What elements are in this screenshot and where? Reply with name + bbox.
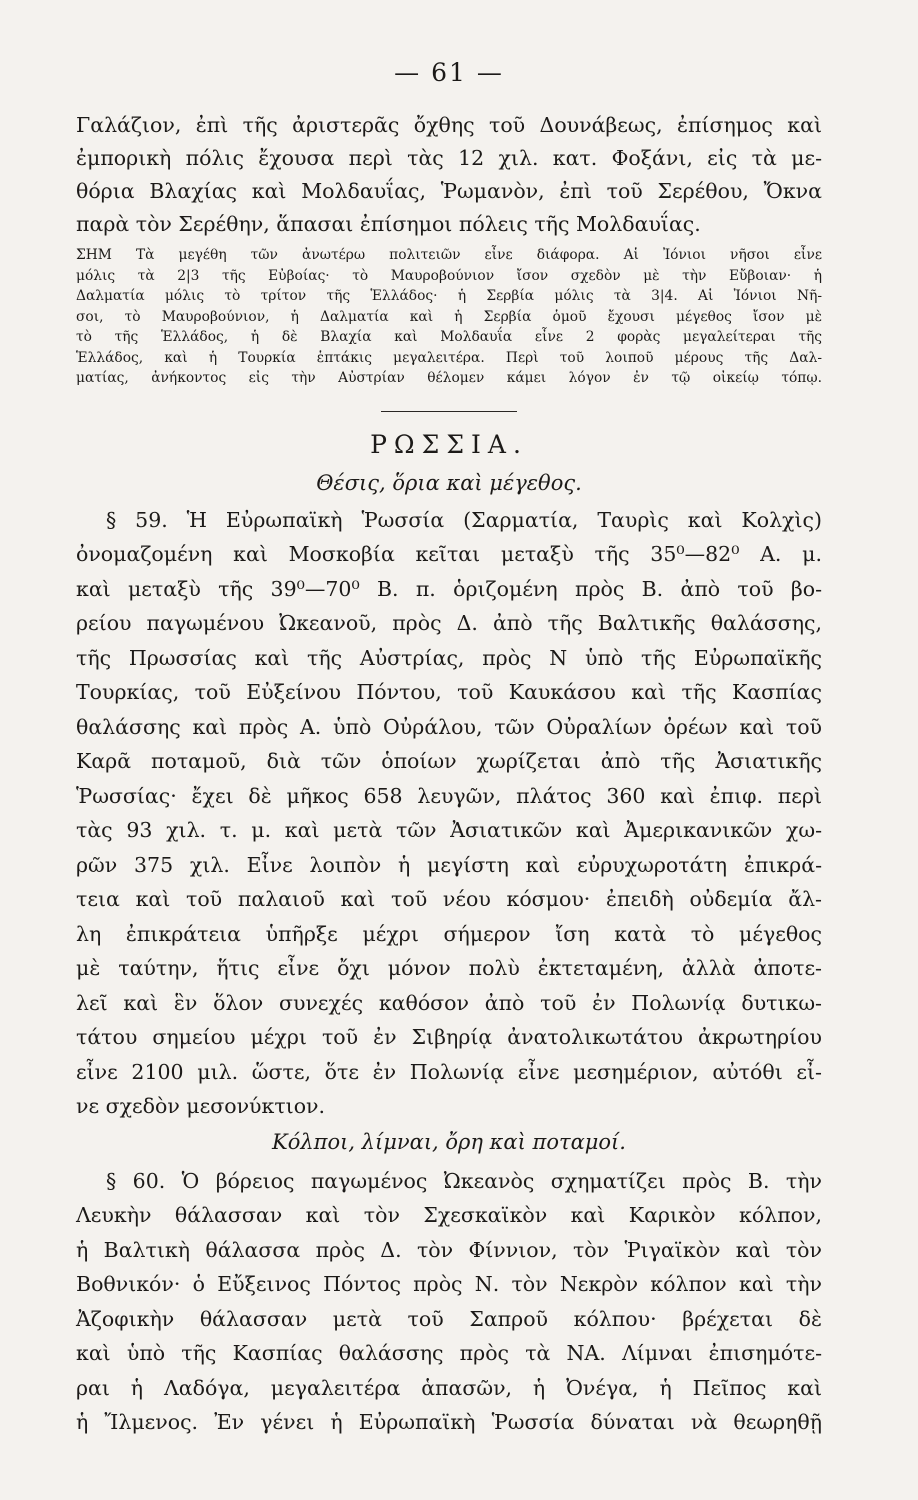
subheading-gulfs-lakes-mountains-rivers: Κόλποι, λίμναι, ὄρη καὶ ποταμοί.	[272, 1129, 626, 1154]
text-line: ἡ Ἴλμενος. Ἐν γένει ἡ Εὐρωπαϊκὴ Ῥωσσία δύναται νὰ θεωρηθῇ	[76, 1410, 822, 1434]
text-line: Γαλάζιον, ἐπὶ τῆς ἀριστερᾶς ὄχθης τοῦ Δουνάβεως, ἐπίσημος καὶ	[76, 113, 822, 137]
text-line: Ῥωσσίας· ἔχει δὲ μῆκος 658 λευγῶν, πλάτος 360 καὶ ἐπιφ. περὶ	[76, 783, 822, 808]
text-line: εἶνε 2100 μιλ. ὥστε, ὅτε ἐν Πολωνίᾳ εἶνε μεσημέριον, αὐτόθι εἶ-	[76, 1059, 822, 1084]
note-line: Ἑλλάδος, καὶ ἡ Τουρκία ἑπτάκις μεγαλειτέρα. Περὶ τοῦ λοιποῦ μέρους τῆς Δαλ-	[76, 349, 822, 366]
section-59-paragraph	[76, 503, 822, 1124]
text-line: Λευκὴν θάλασσαν καὶ τὸν Σχεσκαϊκὸν καὶ Καρικὸν κόλπον,	[76, 1203, 822, 1227]
text-line: Ἀζοφικὴν θάλασσαν μετὰ τοῦ Σαπροῦ κόλπου· βρέχεται δὲ	[76, 1306, 822, 1331]
section-60-paragraph	[76, 1164, 822, 1440]
section-title: ΡΩΣΣΙΑ.	[370, 429, 528, 459]
note-line: σοι, τὸ Μαυροβούνιον, ἡ Δαλματία καὶ ἡ Σερβία ὁμοῦ ἔχουσι μέγεθος ἴσον μὲ	[76, 308, 822, 325]
text-line: λη ἐπικράτεια ὑπῆρξε μέχρι σήμερον ἴση κατὰ τὸ μέγεθος	[76, 921, 822, 946]
text-line: τάτου σημείου μέχρι τοῦ ἐν Σιβηρίᾳ ἀνατολικωτάτου ἀκρωτηρίου	[76, 1025, 822, 1049]
text-line: τεια καὶ τοῦ παλαιοῦ καὶ τοῦ νέου κόσμου· ἐπειδὴ οὐδεμία ἄλ-	[76, 887, 822, 911]
text-line: μὲ ταύτην, ἥτις εἶνε ὄχι μόνον πολὺ ἐκτεταμένη, ἀλλὰ ἀποτε-	[76, 956, 822, 980]
text-line: ρῶν 375 χιλ. Εἶνε λοιπὸν ἡ μεγίστη καὶ εὐρυχωροτάτη ἐπικρά-	[76, 852, 822, 877]
text-line: ὀνομαζομένη καὶ Μοσκοβία κεῖται μεταξὺ τῆς 35⁰—82⁰ Α. μ.	[76, 542, 822, 566]
text-line: ραι ἡ Λαδόγα, μεγαλειτέρα ἁπασῶν, ἡ Ὀνέγα, ἡ Πεῖπος καὶ	[76, 1375, 822, 1400]
footnote	[76, 245, 822, 389]
text-line: Τουρκίας, τοῦ Εὐξείνου Πόντου, τοῦ Καυκάσου καὶ τῆς Κασπίας	[76, 680, 822, 704]
text-line: ἐμπορικὴ πόλις ἔχουσα περὶ τὰς 12 χιλ. κατ. Φοξάνι, εἰς τὰ με-	[76, 146, 822, 170]
section-divider	[381, 411, 517, 412]
note-line: μόλις τὰ 2|3 τῆς Εὐβοίας· τὸ Μαυροβούνιον ἴσον σχεδὸν μὲ τὴν Εὔβοιαν· ἡ	[76, 267, 822, 284]
text-line: τὰς 93 χιλ. τ. μ. καὶ μετὰ τῶν Ἀσιατικῶν καὶ Ἀμερικανικῶν χω-	[76, 818, 822, 842]
text-line: ρείου παγωμένου Ὠκεανοῦ, πρὸς Δ. ἀπὸ τῆς Βαλτικῆς θαλάσσης,	[76, 611, 822, 635]
text-line: τῆς Πρωσσίας καὶ τῆς Αὐστρίας, πρὸς Ν ὑπὸ τῆς Εὐρωπαϊκῆς	[76, 645, 822, 670]
page-number: — 61 —	[394, 58, 504, 87]
opening-paragraph	[76, 109, 822, 241]
text-line: λεῖ καὶ ἓν ὅλον συνεχές καθόσον ἀπὸ τοῦ ἐν Πολωνίᾳ δυτικω-	[76, 990, 822, 1015]
text-line: νε σχεδὸν μεσονύκτιον.	[76, 1094, 326, 1118]
subheading-position-borders-size: Θέσις, ὅρια καὶ μέγεθος.	[316, 470, 582, 495]
note-line: Δαλματία μόλις τὸ τρίτον τῆς Ἑλλάδος· ἡ Σερβία μόλις τὰ 3|4. Αἱ Ἰόνιοι Νῆ-	[76, 288, 822, 304]
text-line: Βοθνικόν· ὁ Εὔξεινος Πόντος πρὸς Ν. τὸν Νεκρὸν κόλπον καὶ τὴν	[76, 1272, 822, 1296]
note-line: ΣΗΜ Τὰ μεγέθη τῶν ἀνωτέρω πολιτειῶν εἶνε διάφορα. Αἱ Ἰόνιοι νῆσοι εἶνε	[76, 247, 822, 263]
text-line: § 59. Ἡ Εὐρωπαϊκὴ Ῥωσσία (Σαρματία, Ταυρὶς καὶ Κολχὶς)	[106, 507, 822, 532]
text-line: § 60. Ὁ βόρειος παγωμένος Ὠκεανὸς σχηματίζει πρὸς Β. τὴν	[106, 1168, 822, 1193]
text-line: θαλάσσης καὶ πρὸς Α. ὑπὸ Οὐράλου, τῶν Οὐραλίων ὀρέων καὶ τοῦ	[76, 714, 822, 739]
text-line: θόρια Βλαχίας καὶ Μολδαυΐας, Ῥωμανὸν, ἐπὶ τοῦ Σερέθου, Ὄκνα	[76, 179, 822, 203]
note-line: τὸ τῆς Ἑλλάδος, ἡ δὲ Βλαχία καὶ Μολδαυΐα εἶνε 2 φορὰς μεγαλείτεραι τῆς	[76, 329, 822, 345]
text-line: ἡ Βαλτικὴ θάλασσα πρὸς Δ. τὸν Φίννιον, τὸν Ῥιγαϊκὸν καὶ τὸν	[76, 1237, 822, 1262]
text-line: καὶ ὑπὸ τῆς Κασπίας θαλάσσης πρὸς τὰ ΝΑ. Λίμναι ἐπισημότε-	[76, 1341, 822, 1365]
text-line: καὶ μεταξὺ τῆς 39⁰—70⁰ Β. π. ὁριζομένη πρὸς Β. ἀπὸ τοῦ βο-	[76, 576, 822, 601]
text-line: παρὰ τὸν Σερέθην, ἅπασαι ἐπίσημοι πόλεις τῆς Μολδαυΐας.	[76, 212, 701, 236]
note-line: ματίας, ἀνήκοντος εἰς τὴν Αὐστρίαν θέλομεν κάμει λόγον ἐν τῷ οἰκείῳ τόπῳ.	[76, 370, 822, 386]
text-line: Καρᾶ ποταμοῦ, διὰ τῶν ὁποίων χωρίζεται ἀπὸ τῆς Ἀσιατικῆς	[76, 749, 822, 773]
